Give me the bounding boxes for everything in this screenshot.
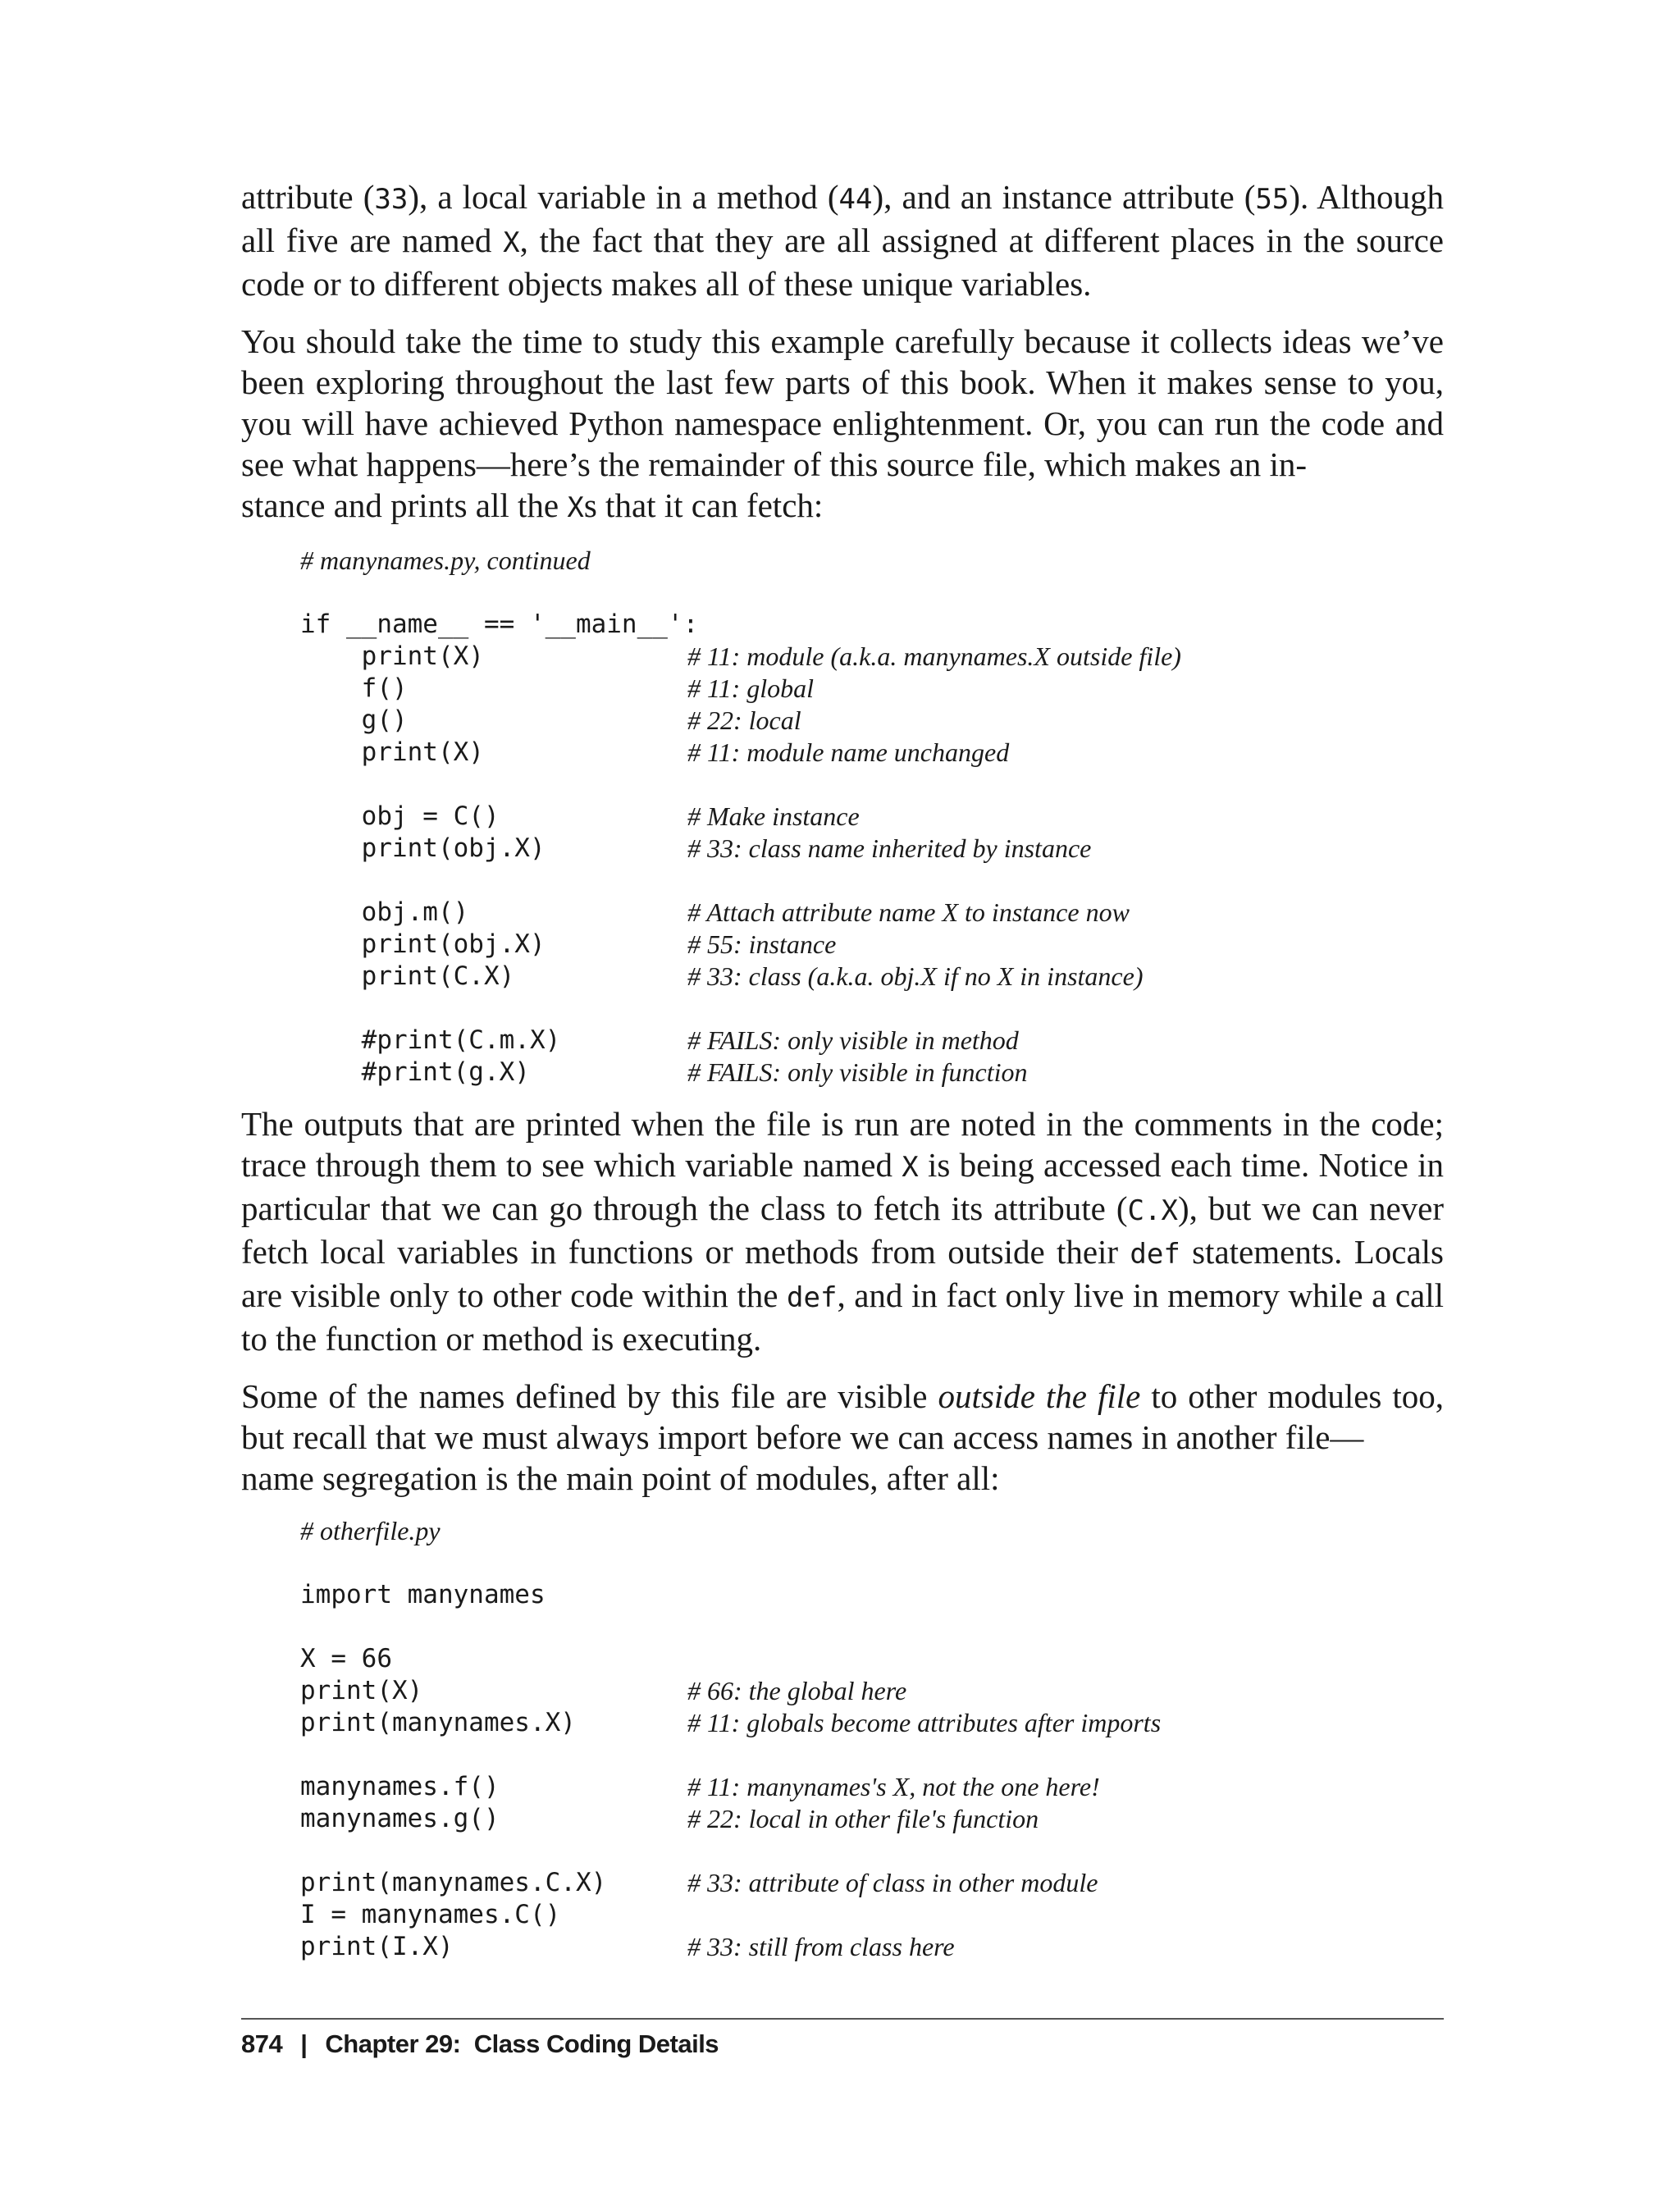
paragraph-4 <box>241 1376 1444 1499</box>
code-line <box>300 1025 1444 1057</box>
code-comment: # 22: local <box>687 705 801 735</box>
code-line <box>300 1515 1444 1547</box>
code-text: obj = C() <box>300 801 500 831</box>
code-line <box>300 1057 1444 1089</box>
code-comment: # 33: class name inherited by instance <box>687 833 1092 863</box>
text-run: ), a local variable in a method ( <box>408 178 839 216</box>
code-line <box>300 897 1444 929</box>
code-text: if __name__ == '__main__': <box>300 609 699 639</box>
text-run: You should take the time to study this example carefully because it collects ideas we’ve been exploring throughout the last few parts of this book. When it makes sense to you, you will have achieved Python namespace enlightenment. Or, you can run the code and see what happens—here’s the remainder of this source file, which makes an in- stance and prints all the <box>241 322 1444 524</box>
code-line <box>300 1611 1444 1643</box>
code-text: g() <box>300 705 408 735</box>
code-line <box>300 1643 1444 1675</box>
code-line <box>300 1739 1444 1771</box>
code-line <box>300 1579 1444 1611</box>
page-number: 874 <box>241 2029 283 2058</box>
code-text: import manynames <box>300 1580 546 1609</box>
text-run: , and in fact only live in memory while a call to the function or method is executing. <box>241 1276 1445 1358</box>
code-line <box>300 1707 1444 1739</box>
inline-code: def <box>1130 1238 1180 1271</box>
code-text: print(X) <box>300 1676 423 1705</box>
text-run: is being accessed each time. Notice in particular that we can go through the class to fetch its attribute ( <box>241 1146 1444 1227</box>
code-line <box>300 1547 1444 1579</box>
footer-separator: | <box>300 2029 308 2058</box>
emphasis-text: outside the file <box>938 1377 1141 1415</box>
code-text: print(C.X) <box>300 961 515 991</box>
code-line <box>300 609 1444 641</box>
paragraph-2 <box>241 321 1444 528</box>
code-line <box>300 1803 1444 1835</box>
code-comment: # Attach attribute name X to instance now <box>687 897 1130 927</box>
code-line <box>300 833 1444 865</box>
code-text: #print(C.m.X) <box>300 1025 561 1055</box>
code-comment: # Make instance <box>687 801 860 831</box>
code-comment: # 11: global <box>687 673 815 703</box>
code-text: print(X) <box>300 641 484 671</box>
code-line <box>300 673 1444 705</box>
text-run: s that it can fetch: <box>583 486 824 524</box>
code-comment: # 11: module name unchanged <box>687 737 1010 767</box>
text-run: , the fact that they are all assigned at different places in the source code or to different objects makes all of these unique variables. <box>241 221 1444 303</box>
code-comment: # 11: module (a.k.a. manynames.X outside file) <box>687 641 1181 671</box>
text-run: to other modules too, but recall that we must always import before we can access names in another file— name segregation is the main point of modules, after all: <box>241 1377 1444 1497</box>
code-line <box>300 1931 1444 1963</box>
code-line <box>300 865 1444 897</box>
code-comment: # 33: still from class here <box>687 1932 955 1961</box>
text-run: ), but we can never fetch local variables in functions or methods from outside their <box>241 1189 1445 1271</box>
code-text: print(obj.X) <box>300 833 546 863</box>
text-run: statements. Locals are visible only to other code within the <box>241 1233 1445 1314</box>
code-text: X = 66 <box>300 1644 392 1673</box>
code-comment: # FAILS: only visible in method <box>687 1025 1019 1055</box>
inline-code: 44 <box>838 183 873 216</box>
code-comment: # 33: class (a.k.a. obj.X if no X in instance) <box>687 961 1144 991</box>
inline-code: 33 <box>374 183 409 216</box>
code-text: obj.m() <box>300 897 469 927</box>
text-run: The outputs that are printed when the file is run are noted in the comments in the code; trace through them to see which variable named <box>241 1105 1444 1184</box>
chapter-title: Chapter 29: Class Coding Details <box>325 2029 719 2058</box>
code-block-manynames <box>300 545 1444 1089</box>
paragraph-3 <box>241 1103 1444 1359</box>
code-text: f() <box>300 673 408 703</box>
inline-code: 55 <box>1255 183 1290 216</box>
code-block-otherfile <box>300 1515 1444 1963</box>
code-line <box>300 993 1444 1025</box>
code-line <box>300 1771 1444 1803</box>
code-line <box>300 801 1444 833</box>
code-text: #print(g.X) <box>300 1057 530 1087</box>
code-line <box>300 577 1444 609</box>
code-line <box>300 961 1444 993</box>
code-line <box>300 929 1444 961</box>
code-line <box>300 705 1444 737</box>
code-comment: # 55: instance <box>687 929 837 959</box>
inline-code: C.X <box>1127 1194 1178 1227</box>
code-comment: # otherfile.py <box>300 1516 441 1545</box>
code-comment: # FAILS: only visible in function <box>687 1057 1028 1087</box>
code-comment: # 33: attribute of class in other module <box>687 1868 1098 1897</box>
code-comment: # 11: manynames's X, not the one here! <box>687 1772 1100 1801</box>
code-line <box>300 545 1444 577</box>
inline-code: def <box>787 1281 838 1314</box>
footer-divider <box>241 2018 1444 2020</box>
code-comment: # 66: the global here <box>687 1676 907 1705</box>
page-footer <box>241 2029 719 2059</box>
text-run: Some of the names defined by this file are visible <box>241 1377 938 1415</box>
inline-code: X <box>503 226 520 259</box>
code-line <box>300 1899 1444 1931</box>
code-comment: # 11: globals become attributes after imports <box>687 1708 1162 1737</box>
paragraph-1 <box>241 176 1444 304</box>
inline-code: X <box>902 1151 919 1184</box>
code-line <box>300 1867 1444 1899</box>
code-line <box>300 1835 1444 1867</box>
code-line <box>300 737 1444 769</box>
code-line <box>300 1675 1444 1707</box>
code-text: print(I.X) <box>300 1932 454 1961</box>
page-body <box>241 176 1444 1978</box>
text-run: attribute ( <box>241 178 375 216</box>
inline-code: X <box>567 491 584 524</box>
code-text: print(obj.X) <box>300 929 546 959</box>
code-text: manynames.f() <box>300 1772 500 1801</box>
text-run: ), and an instance attribute ( <box>872 178 1256 216</box>
code-comment: # 22: local in other file's function <box>687 1804 1039 1833</box>
code-text: print(manynames.X) <box>300 1708 576 1737</box>
code-text: I = manynames.C() <box>300 1900 561 1929</box>
code-line <box>300 769 1444 801</box>
code-comment: # manynames.py, continued <box>300 546 591 575</box>
code-line <box>300 641 1444 673</box>
code-text: print(manynames.C.X) <box>300 1868 607 1897</box>
code-text: print(X) <box>300 737 484 767</box>
code-text: manynames.g() <box>300 1804 500 1833</box>
text-run: ). Although all five are named <box>241 178 1444 259</box>
